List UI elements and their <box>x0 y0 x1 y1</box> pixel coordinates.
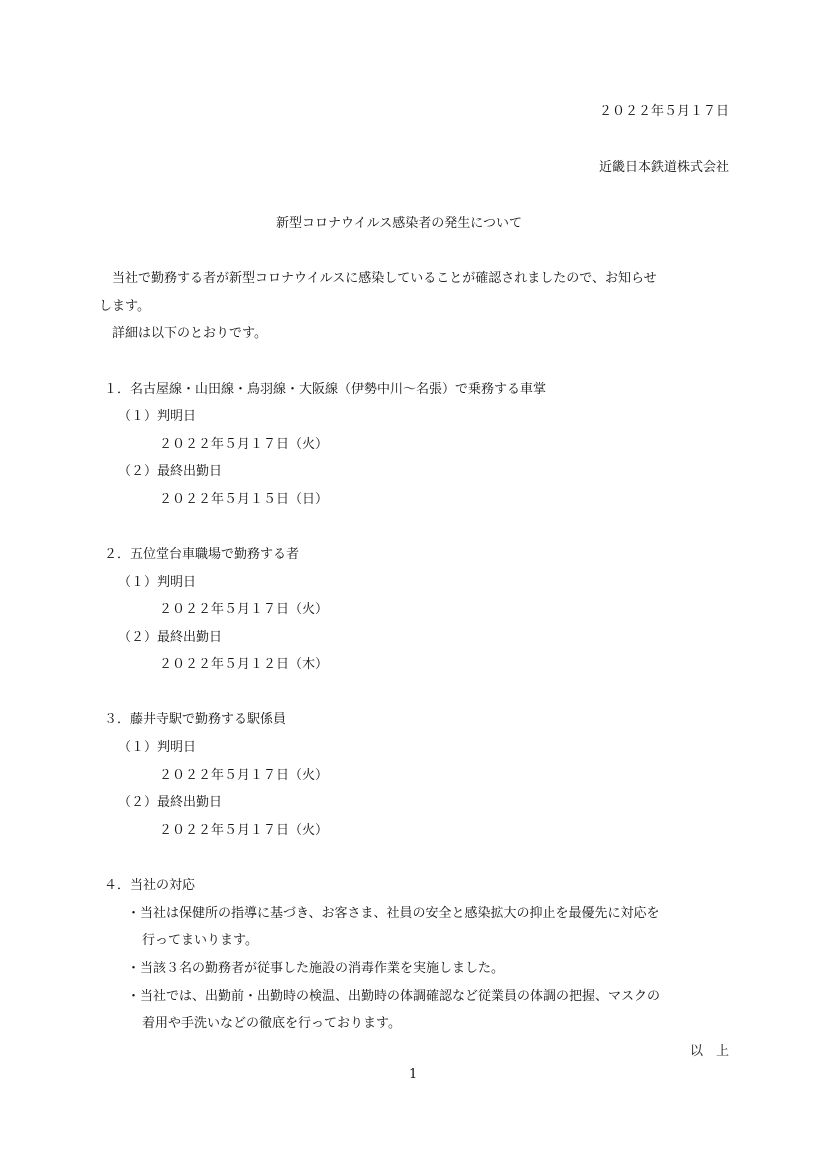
section-heading: ２．五位堂台車職場で勤務する者 <box>104 547 300 562</box>
last-work-date-value: ２０２２年５月１２日（木） <box>159 657 329 672</box>
section-heading: １．名古屋線・山田線・鳥羽線・大阪線（伊勢中川～名張）で乗務する車掌 <box>104 382 547 397</box>
last-work-date-value: ２０２２年５月１５日（日） <box>159 492 329 507</box>
response-bullet-3: ・当社では、出勤前・出勤時の検温、出勤時の体調確認など従業員の体調の把握、マスクの <box>127 989 661 1004</box>
intro-line-1: 当社で勤務する者が新型コロナウイルスに感染していることが確認されましたので、お知らせ <box>112 271 657 286</box>
response-bullet-1-cont: 行ってまいります。 <box>142 933 258 948</box>
last-work-date-label: （２）最終出勤日 <box>118 795 223 810</box>
document-title: 新型コロナウイルス感染者の発生について <box>276 216 522 231</box>
response-bullet-2: ・当該３名の勤務者が従事した施設の消毒作業を実施しました。 <box>127 961 505 976</box>
found-date-label: （１）判明日 <box>118 575 197 590</box>
response-bullet-1: ・当社は保健所の指導に基づき、お客さま、社員の安全と感染拡大の抑止を最優先に対応を <box>127 906 660 921</box>
document-date: ２０２２年５月１７日 <box>598 104 729 119</box>
company-name: 近畿日本鉄道株式会社 <box>598 160 729 175</box>
section-heading: ４．当社の対応 <box>104 878 196 893</box>
section-heading: ３．藤井寺駅で勤務する駅係員 <box>104 712 287 727</box>
intro-line-2: します。 <box>99 299 150 314</box>
found-date-value: ２０２２年５月１７日（火） <box>159 768 329 783</box>
found-date-label: （１）判明日 <box>118 409 197 424</box>
response-bullet-3-cont: 着用や手洗いなどの徹底を行っております。 <box>142 1016 401 1031</box>
last-work-date-label: （２）最終出勤日 <box>118 630 223 645</box>
last-work-date-label: （２）最終出勤日 <box>118 464 223 479</box>
last-work-date-value: ２０２２年５月１７日（火） <box>159 823 329 838</box>
found-date-value: ２０２２年５月１７日（火） <box>159 437 329 452</box>
found-date-label: （１）判明日 <box>118 740 197 755</box>
found-date-value: ２０２２年５月１７日（火） <box>159 602 329 617</box>
closing-mark: 以 上 <box>689 1044 729 1059</box>
page-number: 1 <box>409 1067 418 1082</box>
intro-line-3: 詳細は以下のとおりです。 <box>112 326 267 341</box>
